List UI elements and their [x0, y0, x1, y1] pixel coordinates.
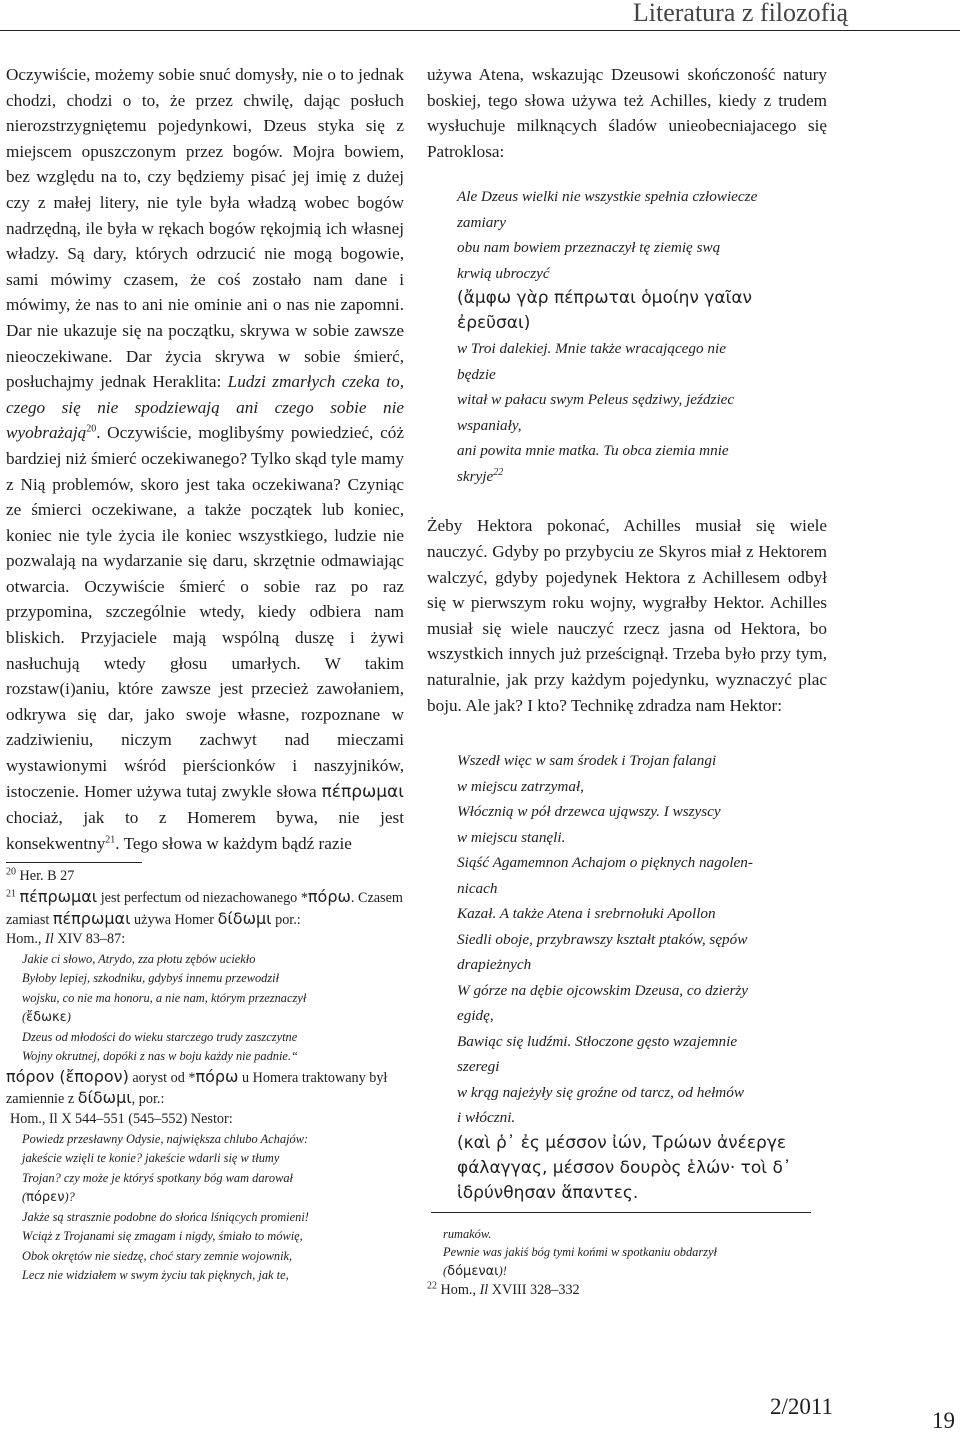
verse-line: w Troi dalekiej. Mnie także wracającego nie [457, 340, 726, 358]
verse-text: skryje [457, 467, 494, 485]
verse-line: egidę, [457, 1007, 494, 1025]
quote-line: Lecz nie widziałem w swym życiu tak pięknych, jak te, [22, 1268, 289, 1283]
footnote-rule [6, 862, 142, 863]
page-number: 19 [932, 1408, 955, 1433]
header-rule [0, 30, 960, 31]
right-body-paragraph-2: Żeby Hektora pokonać, Achilles musiał się wiele nauczyć. Gdyby po przybyciu ze Skyros miał z Hektorem walczyć, gdyby pojedynek Hektora z Achillesem odbył się w pierwszym roku wojny, wygrałby Hektor. Achilles musiał się wiele nauczyć rzecz jasna od Hektora, bo wszystkich innych już prześcignął. Trzeba było przy tym, naturalnie, jak przy każdym pojedynku, wyznaczyć plac boju. Ale jak? I kto? Technikę zdradza nam Hektor: [427, 516, 827, 715]
quote-line: wojsku, co nie ma honoru, a nie nam, którym przeznaczył [22, 990, 307, 1005]
verse-line: witał w pałacu swym Peleus sędziwy, jeździec [457, 391, 735, 409]
footnote-20 [6, 867, 404, 887]
greek-verse: (ἄμφω γὰρ πέπρωται ὁμοίην γαῖαν ἐρεῦσαι) [457, 288, 753, 334]
greek-word: δίδωμι [77, 1088, 132, 1108]
footnote-21-number: 21 [6, 888, 16, 900]
fn-text: u Homera traktowany był zamiennie z [6, 1069, 388, 1108]
footnote-line: rumaków. [443, 1226, 492, 1241]
verse-line: nicach [457, 879, 498, 897]
left-body-paragraph [6, 62, 404, 856]
ref-text: XIV 83–87: [53, 931, 126, 948]
verse-iliad-iii [427, 748, 827, 1206]
quote-line: Dzeus od młodości do wieku starczego trudy zaszczytne [22, 1029, 298, 1044]
greek-word: πέπρωμαι [19, 887, 98, 906]
greek-word: πόρεν [26, 1190, 65, 1206]
issue-number: 2/2011 [770, 1394, 834, 1419]
verse-line: Siąść Agamemnon Achajom o pięknych nagolen- [457, 854, 753, 872]
fn-text: aoryst od * [128, 1069, 196, 1086]
greek-word: πόρω [307, 887, 351, 906]
verse-line: obu nam bowiem przeznaczył tę ziemię swą [457, 239, 721, 257]
greek-word: δόμεναι [447, 1263, 499, 1279]
fn-italic: Il [479, 1282, 489, 1299]
quote-iliad-xiv [6, 950, 404, 1067]
paren: ( [22, 1190, 27, 1205]
verse-line: Siedli oboje, przybrawszy kształt ptaków, sępów [457, 930, 748, 948]
verse-line: szeregi [457, 1058, 500, 1076]
paren: ) [66, 1010, 71, 1025]
footnote-21-text: . Czasem zamiast [6, 890, 403, 928]
quote-line: Obok okrętów nie siedzę, choć stary zemnie wojownik, [22, 1248, 293, 1263]
verse-line: ani powita mnie matka. Tu obca ziemia mnie [457, 442, 729, 460]
right-column [427, 62, 827, 1301]
greek-word: ἔδωκε [26, 1010, 67, 1026]
footnote-ref-21: 21 [105, 834, 116, 846]
greek-word: πόρω [195, 1066, 239, 1086]
footnote-21-continued [6, 1067, 404, 1110]
verse-line: drapieżnych [457, 956, 532, 974]
left-column [6, 62, 404, 1286]
quote-line: Powiedz przesławny Odysie, największa chlubo Achajów: [22, 1131, 309, 1146]
verse-line: wspaniały, [457, 416, 522, 434]
quote-line: Wojny okrutnej, dopóki z nas w boju każdy nie padnie.“ [22, 1049, 298, 1064]
footnote-20-number: 20 [6, 866, 16, 878]
ref-text: Hom., [6, 931, 46, 948]
footnote-20-text: Her. B 27 [19, 868, 75, 885]
footnote-continued [427, 1225, 827, 1282]
right-body-paragraph-1: używa Atena, wskazując Dzeusowi skończoność natury boskiej, tego słowa używa też Achilles, kiedy z trudem wysłuchuje milknących śladów unieobecniajacego się Patroklosa: [427, 65, 827, 161]
footnote-22 [427, 1281, 827, 1301]
verse-line: zamiary [457, 213, 506, 231]
paren: ( [22, 1010, 27, 1025]
paren: ( [443, 1263, 448, 1278]
verse-iliad-xviii [427, 184, 827, 489]
fn-text: Hom., [437, 1282, 480, 1299]
verse-line [457, 464, 827, 490]
verse-line: Kazał. A także Atena i srebrnołuki Apollon [457, 905, 716, 923]
quote-iliad-x [6, 1130, 404, 1286]
body-text-4: . Tego słowa w każdym bądź razie [115, 833, 352, 853]
footnote-line [443, 1262, 827, 1282]
running-header: Literatura z filozofią [632, 0, 848, 27]
quote-line: Byłoby lepiej, szkodniku, gdybyś innemu przewodził [22, 971, 280, 986]
paren: )? [64, 1190, 75, 1205]
verse-line: w miejscu zatrzymał, [457, 777, 584, 795]
verse-line: Włócznią w pół drzewca ująwszy. I wszyscy [457, 803, 721, 821]
verse-line: i włóczni. [457, 1109, 516, 1127]
greek-word: πέπρωμαι [321, 781, 404, 802]
footnote-ref-20: 20 [86, 423, 97, 435]
paren: )! [498, 1263, 507, 1278]
verse-line: krwią ubroczyć [457, 264, 550, 282]
fn-text: , por.: [131, 1091, 165, 1108]
footnote-21-reference-2: Hom., Il X 544–551 (545–552) Nestor: [10, 1110, 233, 1127]
ref-italic: Il [45, 931, 54, 948]
verse-line: Ale Dzeus wielki nie wszystkie spełnia człowiecze [457, 188, 758, 206]
quote-line: Trojan? czy może je któryś spotkany bóg wam darował [22, 1170, 293, 1185]
quote-line: Wciąż z Trojanami się zmagam i nigdy, śmiało to mówię, [22, 1229, 303, 1244]
quote-line: jakeście wzięli te konie? jakeście wdarli się w tłumy [22, 1151, 280, 1166]
footnote-21 [6, 887, 404, 930]
quote-line [22, 1008, 404, 1028]
footnote-21-reference [6, 930, 404, 950]
verse-line: w krąg najeżyły się groźne od tarcz, od hełmów [457, 1083, 744, 1101]
footnote-22-number: 22 [427, 1280, 437, 1292]
footnote-rule [431, 1212, 811, 1213]
verse-line: Bawiąc się ludźmi. Stłoczone gęsto wzajemnie [457, 1032, 738, 1050]
body-text-3: chociaż, jak to z Homerem bywa, nie jest konsekwentny [6, 808, 404, 853]
heraclitus-quote: Ludzi zmarłych czeka to, czego się nie spodziewają ani czego sobie nie wyobrażają [6, 372, 404, 443]
greek-word: πέπρωμαι [52, 908, 131, 928]
body-text-2: . Oczywiście, moglibyśmy powiedzieć, cóż bardziej niż śmierć oczekiwanego? Tylko skąd tyle mamy z Nią problemów, skoro jest taka oczekiwana? Czyniąc ze śmierci oczekiwane, a także początek lub koniec, koniec nie tyle życia ile koniec wszystkiego, ludzie nie pozwalają na wydarzanie się daru, skrzętnie odmawiając otwarcia. Oczywiście śmierć o sobie raz po raz przypomina, szczególnie wtedy, kiedy odbiera nam bliskich. Przyjaciele mają wspólną duszę i żywi nasłuchują wtedy głosu umarłych. W takim rozstaw(i)aniu, które zawsze jest przecież zawołaniem, odkrywa się dar, jako swoje własne, rozpoznane w zadziwieniu, niczym zachwyt nad mieczami wystawionymi wśród pierścionków i naszyjników, istoczenie. Homer używa tutaj zwykle słowa [6, 423, 404, 801]
greek-verse: (καὶ ῥ᾽ ἐς μέσσον ἰών, Τρώων ἀνέεργε φάλαγγας, μέσσον δουρὸς ἑλών· τοὶ δ᾽ ἱδρύνθησαν ἅπαντες. [457, 1132, 792, 1203]
body-text-1: Oczywiście, możemy sobie snuć domysły, nie o to jednak chodzi, chodzi o to, że przez chwilę, dając posłuch nierozstrzygniętemu pojedynkowi, Dzeus styka się z miejscem opuszczonym przez bogów. Mojra bowiem, bez względu na to, czy będziemy pisać jej imię z dużej czy z małej litery, nie tyle była władzą wobec bogów nadrzędną, ile była w rękach bogów rękojmią ich własnej władzy. Są dary, których odrzucić nie mogą bogowie, sami mówimy czasem, że coś zostało nam dane i mówimy, że nas to ani nie ominie ani o nas nie zapomni. Dar nie ukazuje się na początku, skrywa w sobie zawsze nieoczekiwane. Dar życia skrywa w sobie śmierć, posłuchajmy jednak Heraklita: [6, 65, 404, 392]
greek-word: δίδωμι [217, 908, 272, 928]
verse-line: w miejscu stanęli. [457, 828, 566, 846]
quote-line [22, 1188, 404, 1208]
footnote-21-text: używa Homer [130, 911, 218, 928]
footnote-21-text: por.: [271, 911, 301, 928]
quote-line: Jakie ci słowo, Atrydo, zza płotu zębów uciekło [22, 951, 256, 966]
verse-line: będzie [457, 365, 496, 383]
verse-line: W górze na dębie ojcowskim Dzeusa, co dzierży [457, 981, 749, 999]
footnote-ref-22: 22 [493, 466, 504, 478]
footnote-21-text: jest perfectum od niezachowanego * [97, 890, 308, 906]
fn-text: XVIII 328–332 [488, 1282, 580, 1299]
verse-line: Wszedł więc w sam środek i Trojan falangi [457, 752, 717, 770]
footnote-line: Pewnie was jakiś bóg tymi końmi w spotkaniu obdarzył [443, 1245, 717, 1260]
greek-word: πόρον (ἔπορον) [6, 1066, 129, 1086]
quote-line: Jakże są strasznie podobne do słońca lśniących promieni! [22, 1209, 309, 1224]
